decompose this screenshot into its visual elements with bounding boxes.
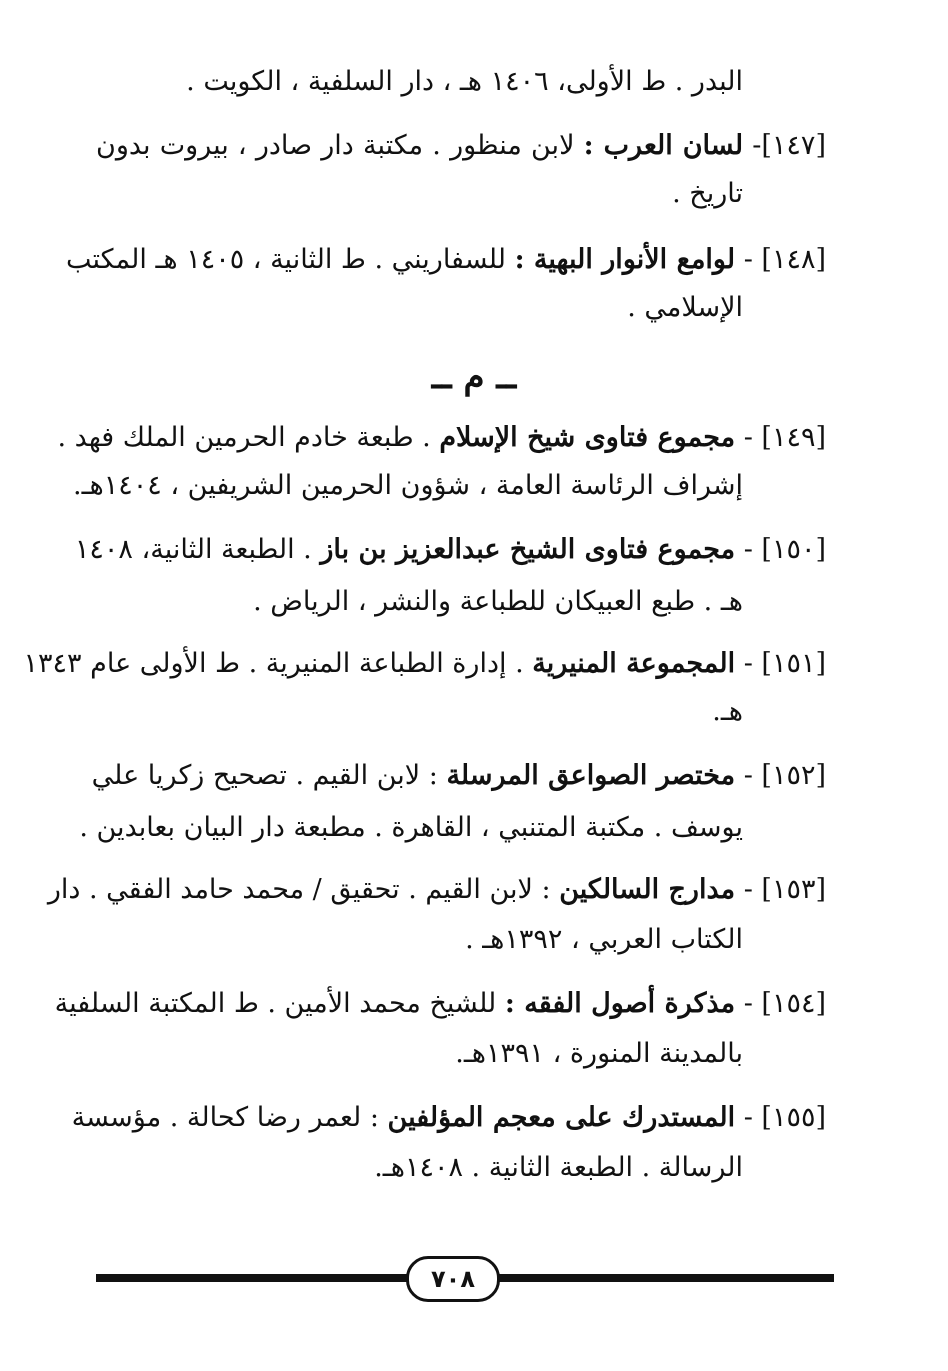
entry-details: لابن منظور . مكتبة دار صادر ، بيروت بدون	[96, 130, 575, 161]
entry-details: : لابن القيم . تصحيح زكريا علي	[91, 760, 438, 791]
entry-number: [١٥٥] -	[743, 1102, 826, 1133]
entry-number: [١٤٩] -	[743, 422, 826, 453]
entry-151-continuation: هـ.	[712, 696, 743, 727]
entry-details: . طبعة خادم الحرمين الملك فهد .	[57, 422, 431, 453]
entry-147	[96, 126, 826, 166]
entry-details: للسفاريني . ط الثانية ، ١٤٠٥ هـ المكتب	[65, 244, 506, 275]
entry-155	[71, 1098, 826, 1138]
entry-title: لسان العرب :	[583, 130, 744, 161]
entry-details: . الطبعة الثانية، ١٤٠٨	[74, 534, 312, 565]
entry-number: [١٥١] -	[743, 648, 826, 679]
entry-155-continuation: الرسالة . الطبعة الثانية . ١٤٠٨هـ.	[374, 1152, 743, 1183]
entry-details: . إدارة الطباعة المنيرية . ط الأولى عام ١٣٤٣	[23, 648, 524, 679]
entry-148-continuation: الإسلامي .	[627, 292, 743, 323]
letter-heading: ــ م ــ	[431, 357, 517, 397]
entry-details: : لابن القيم . تحقيق / محمد حامد الفقي . دار	[47, 874, 551, 905]
entry-title: مجموع فتاوى الشيخ عبدالعزيز بن باز	[320, 534, 736, 565]
entry-title: مختصر الصواعق المرسلة	[446, 760, 736, 791]
entry-148	[65, 240, 826, 280]
entry-number: [١٥٠] -	[743, 534, 826, 565]
entry-151	[23, 644, 826, 684]
entry-number: [١٤٧]-	[752, 130, 826, 161]
entry-153-continuation: الكتاب العربي ، ١٣٩٢هـ .	[465, 924, 743, 955]
entry-number: [١٥٤] -	[743, 988, 826, 1019]
entry-152-continuation: يوسف . مكتبة المتنبي ، القاهرة . مطبعة دار البيان بعابدين .	[79, 812, 743, 843]
entry-number: [١٤٨] -	[743, 244, 826, 275]
entry-152	[91, 756, 826, 796]
entry-147-continuation: تاريخ .	[672, 178, 743, 209]
entry-149	[57, 418, 826, 458]
entry-154-continuation: بالمدينة المنورة ، ١٣٩١هـ.	[455, 1038, 743, 1069]
entry-number: [١٥٢] -	[743, 760, 826, 791]
entry-title: المستدرك على معجم المؤلفين	[387, 1102, 736, 1133]
entry-details: للشيخ محمد الأمين . ط المكتبة السلفية	[54, 988, 497, 1019]
entry-number: [١٥٣] -	[743, 874, 826, 905]
entry-146-continuation: البدر . ط الأولى، ١٤٠٦ هـ ، دار السلفية ، الكويت .	[186, 66, 743, 97]
entry-150	[74, 530, 826, 570]
entry-149-continuation: إشراف الرئاسة العامة ، شؤون الحرمين الشريفين ، ١٤٠٤هـ.	[73, 470, 743, 501]
entry-title: لوامع الأنوار البهية :	[514, 244, 736, 275]
entry-details: : لعمر رضا كحالة . مؤسسة	[71, 1102, 379, 1133]
entry-title: مذكرة أصول الفقه :	[504, 988, 736, 1019]
page-number: ٧٠٨	[406, 1256, 500, 1302]
entry-title: المجموعة المنيرية	[532, 648, 736, 679]
entry-title: مدارج السالكين	[559, 874, 736, 905]
entry-title: مجموع فتاوى شيخ الإسلام	[439, 422, 736, 453]
entry-154	[54, 984, 826, 1024]
entry-153	[47, 870, 826, 910]
entry-150-continuation: هـ . طبع العبيكان للطباعة والنشر ، الرياض .	[253, 586, 743, 617]
